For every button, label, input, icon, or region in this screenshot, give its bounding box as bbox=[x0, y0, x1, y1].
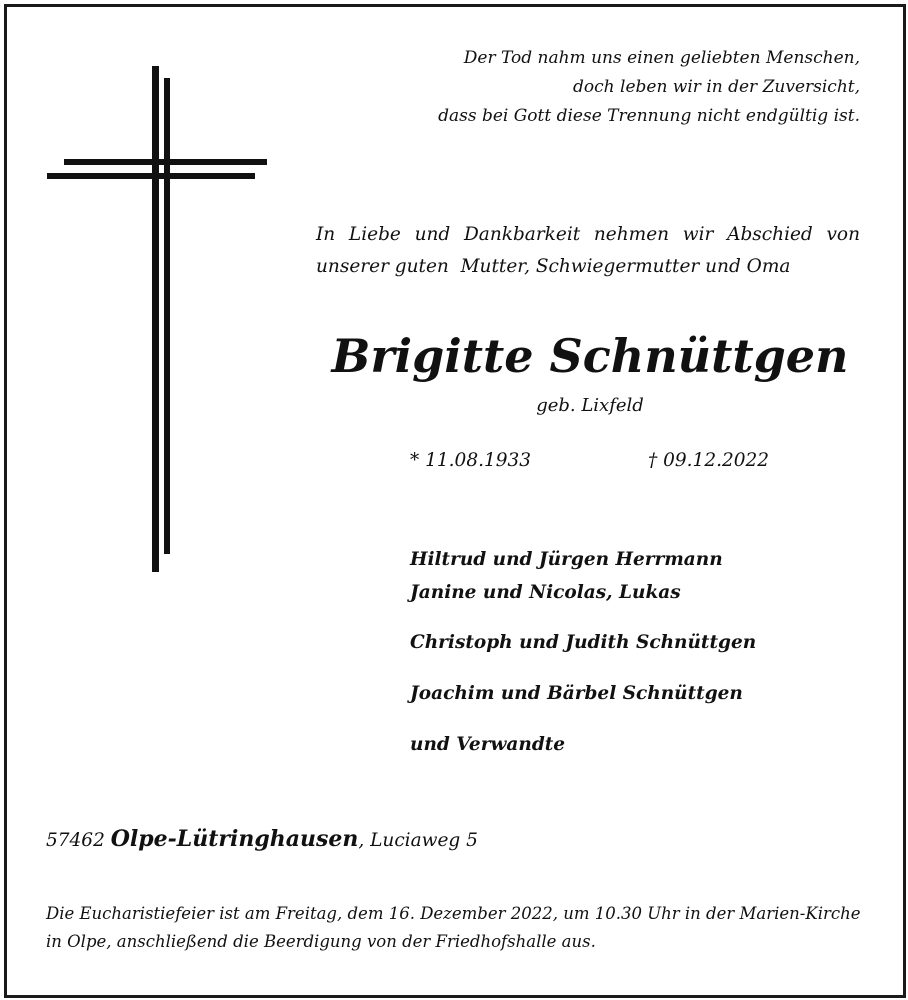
postal-code: 57462 bbox=[46, 830, 105, 851]
quote-line: Der Tod nahm uns einen geliebten Menschen, bbox=[463, 48, 860, 68]
ceremony-line: in Olpe, anschließend die Beerdigung von der Friedhofshalle aus. bbox=[46, 932, 596, 951]
mourner-line: Janine und Nicolas, Lukas bbox=[410, 582, 681, 603]
cross-icon bbox=[44, 64, 270, 574]
birth-date: * 11.08.1933 bbox=[410, 450, 532, 471]
mourner-line: Christoph und Judith Schnüttgen bbox=[410, 632, 757, 653]
death-date: † 09.12.2022 bbox=[648, 450, 770, 471]
mourner-line: Hiltrud und Jürgen Herrmann bbox=[410, 549, 723, 570]
ceremony-line: Die Eucharistiefeier ist am Freitag, dem 16. Dezember 2022, um 10.30 Uhr in der Marien-Kirche bbox=[46, 904, 861, 923]
maiden-name: geb. Lixfeld bbox=[536, 395, 644, 416]
quote-line: dass bei Gott diese Trennung nicht endgültig ist. bbox=[438, 106, 860, 126]
deceased-name: Brigitte Schnüttgen bbox=[331, 329, 849, 383]
bible-quote bbox=[438, 44, 860, 131]
mourner-line: und Verwandte bbox=[410, 734, 566, 755]
intro-line: unserer guten Mutter, Schwiegermutter und Oma bbox=[316, 256, 791, 277]
city: Olpe-Lütringhausen bbox=[110, 826, 359, 852]
farewell-intro bbox=[316, 219, 860, 283]
quote-line: doch leben wir in der Zuversicht, bbox=[573, 77, 860, 97]
address bbox=[46, 826, 478, 852]
street: , Luciaweg 5 bbox=[358, 830, 478, 851]
intro-line: In Liebe und Dankbarkeit nehmen wir Abschied von bbox=[316, 224, 860, 245]
ceremony-info bbox=[46, 900, 861, 956]
mourner-line: Joachim und Bärbel Schnüttgen bbox=[410, 683, 743, 704]
